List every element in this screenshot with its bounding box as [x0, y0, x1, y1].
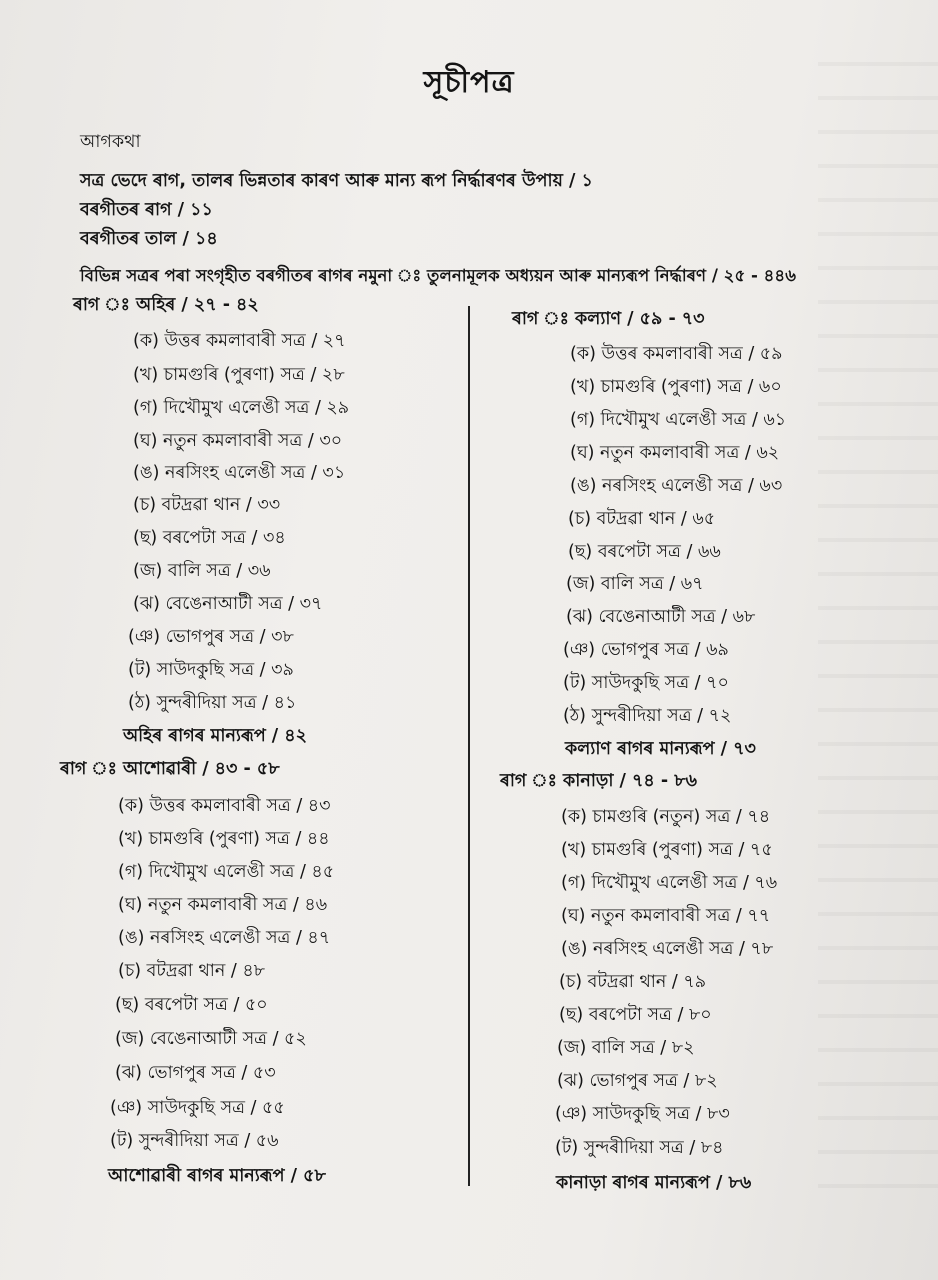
page-title: সূচীপত্ৰ	[423, 65, 515, 100]
toc-item: (ঞ) ভোগপুৰ সত্ৰ / ৬৯	[563, 640, 729, 660]
intro-entry-1: সত্ৰ ভেদে ৰাগ, তালৰ ভিন্নতাৰ কাৰণ আৰু মান্য ৰূপ নিৰ্দ্ধাৰণৰ উপায় / ১	[80, 171, 593, 191]
intro-entry-4: বিভিন্ন সত্ৰৰ পৰা সংগৃহীত বৰগীতৰ ৰাগৰ নমুনা ঃ তুলনামূলক অধ্যয়ন আৰু মান্যৰূপ নিৰ্দ্ধাৰণ / ২৫ - ৪৪৬	[80, 266, 796, 285]
toc-item: (ঙ) নৰসিংহ এলেঙী সত্ৰ / ৩১	[133, 463, 346, 483]
toc-item: (ঝ) বেঙেনাআটী সত্ৰ / ৬৮	[566, 607, 756, 627]
toc-item: (চ) বটদ্ৰৱা থান / ৩৩	[133, 495, 281, 515]
toc-item: (ট) সুন্দৰীদিয়া সত্ৰ / ৫৬	[110, 1131, 279, 1151]
toc-item: (ঘ) নতুন কমলাবাৰী সত্ৰ / ৬২	[570, 443, 780, 463]
toc-item: (ঙ) নৰসিংহ এলেঙী সত্ৰ / ৬৩	[570, 476, 783, 496]
toc-item: (ট) সুন্দৰীদিয়া সত্ৰ / ৮৪	[555, 1138, 724, 1158]
show-through-text	[818, 40, 938, 1190]
toc-item: (ক) উত্তৰ কমলাবাৰী সত্ৰ / ৪৩	[118, 796, 331, 816]
toc-item: (ছ) বৰপেটা সত্ৰ / ৫০	[115, 995, 268, 1015]
toc-item: (জ) বালি সত্ৰ / ৮২	[557, 1038, 695, 1058]
toc-item: (ছ) বৰপেটা সত্ৰ / ৬৬	[568, 542, 721, 562]
rag-heading: ৰাগ ঃ কল্যাণ / ৫৯ - ৭৩	[512, 309, 705, 329]
toc-item: (ঘ) নতুন কমলাবাৰী সত্ৰ / ৭৭	[561, 906, 771, 926]
toc-item: (ক) উত্তৰ কমলাবাৰী সত্ৰ / ২৭	[133, 331, 346, 351]
toc-item: (ছ) বৰপেটা সত্ৰ / ৩৪	[133, 528, 286, 548]
toc-item: (ঘ) নতুন কমলাবাৰী সত্ৰ / ৪৬	[118, 895, 328, 915]
toc-item: (ক) উত্তৰ কমলাবাৰী সত্ৰ / ৫৯	[570, 344, 783, 364]
toc-item: (গ) দিখৌমুখ এলেঙী সত্ৰ / ৪৫	[118, 862, 335, 882]
toc-item: (ঠ) সুন্দৰীদিয়া সত্ৰ / ৭২	[563, 706, 732, 726]
toc-item: (ঘ) নতুন কমলাবাৰী সত্ৰ / ৩০	[133, 431, 343, 451]
toc-item: (জ) বালি সত্ৰ / ৬৭	[566, 574, 704, 594]
toc-item: (খ) চামগুৰি (পুৰণা) সত্ৰ / ৭৫	[561, 840, 773, 860]
foreword-entry: আগকথা	[80, 132, 141, 152]
toc-item: (খ) চামগুৰি (পুৰণা) সত্ৰ / ২৮	[133, 365, 345, 385]
toc-item: (গ) দিখৌমুখ এলেঙী সত্ৰ / ৭৬	[561, 873, 778, 893]
toc-item: (গ) দিখৌমুখ এলেঙী সত্ৰ / ৬১	[570, 410, 787, 430]
intro-entry-3: বৰগীতৰ তাল / ১৪	[80, 229, 218, 249]
toc-item: (ঝ) ভোগপুৰ সত্ৰ / ৮২	[557, 1071, 718, 1091]
toc-item: (ট) সাউদকুছি সত্ৰ / ৩৯	[128, 660, 294, 680]
toc-item: (ঞ) সাউদকুছি সত্ৰ / ৫৫	[110, 1098, 285, 1118]
toc-item: (চ) বটদ্ৰৱা থান / ৬৫	[568, 509, 716, 529]
toc-item: (ঙ) নৰসিংহ এলেঙী সত্ৰ / ৪৭	[118, 928, 331, 948]
toc-item: (ঙ) নৰসিংহ এলেঙী সত্ৰ / ৭৮	[561, 939, 774, 959]
rag-summary: অহিৰ ৰাগৰ মান্যৰূপ / ৪২	[123, 726, 308, 746]
toc-item: (ট) সাউদকুছি সত্ৰ / ৭০	[563, 673, 729, 693]
intro-entry-2: বৰগীতৰ ৰাগ / ১১	[80, 200, 213, 220]
toc-item: (ঞ) ভোগপুৰ সত্ৰ / ৩৮	[128, 627, 294, 647]
toc-item: (ছ) বৰপেটা সত্ৰ / ৮০	[559, 1005, 712, 1025]
rag-summary: কল্যাণ ৰাগৰ মান্যৰূপ / ৭৩	[565, 739, 756, 759]
toc-item: (খ) চামগুৰি (পুৰণা) সত্ৰ / ৪৪	[118, 829, 330, 849]
toc-item: (খ) চামগুৰি (পুৰণা) সত্ৰ / ৬০	[570, 377, 782, 397]
toc-item: (ঠ) সুন্দৰীদিয়া সত্ৰ / ৪১	[128, 693, 297, 713]
toc-item: (গ) দিখৌমুখ এলেঙী সত্ৰ / ২৯	[133, 398, 350, 418]
toc-item: (ঝ) ভোগপুৰ সত্ৰ / ৫৩	[115, 1063, 276, 1083]
rag-heading: ৰাগ ঃ কানাড়া / ৭৪ - ৮৬	[500, 771, 697, 791]
toc-item: (ক) চামগুৰি (নতুন) সত্ৰ / ৭৪	[561, 807, 771, 827]
toc-item: (জ) বেঙেনাআটী সত্ৰ / ৫২	[115, 1029, 307, 1049]
toc-item: (জ) বালি সত্ৰ / ৩৬	[133, 561, 271, 581]
toc-item: (চ) বটদ্ৰৱা থান / ৪৮	[118, 961, 266, 981]
toc-item: (চ) বটদ্ৰৱা থান / ৭৯	[559, 972, 707, 992]
toc-item: (ঞ) সাউদকুছি সত্ৰ / ৮৩	[555, 1104, 730, 1124]
rag-summary: কানাড়া ৰাগৰ মান্যৰূপ / ৮৬	[556, 1173, 752, 1193]
rag-heading: ৰাগ ঃ অহিৰ / ২৭ - ৪২	[73, 295, 259, 315]
toc-item: (ঝ) বেঙেনাআটী সত্ৰ / ৩৭	[133, 594, 323, 614]
column-divider	[468, 306, 470, 1186]
rag-heading: ৰাগ ঃ আশোৱাৰী / ৪৩ - ৫৮	[60, 759, 280, 779]
rag-summary: আশোৱাৰী ৰাগৰ মান্যৰূপ / ৫৮	[108, 1166, 326, 1186]
